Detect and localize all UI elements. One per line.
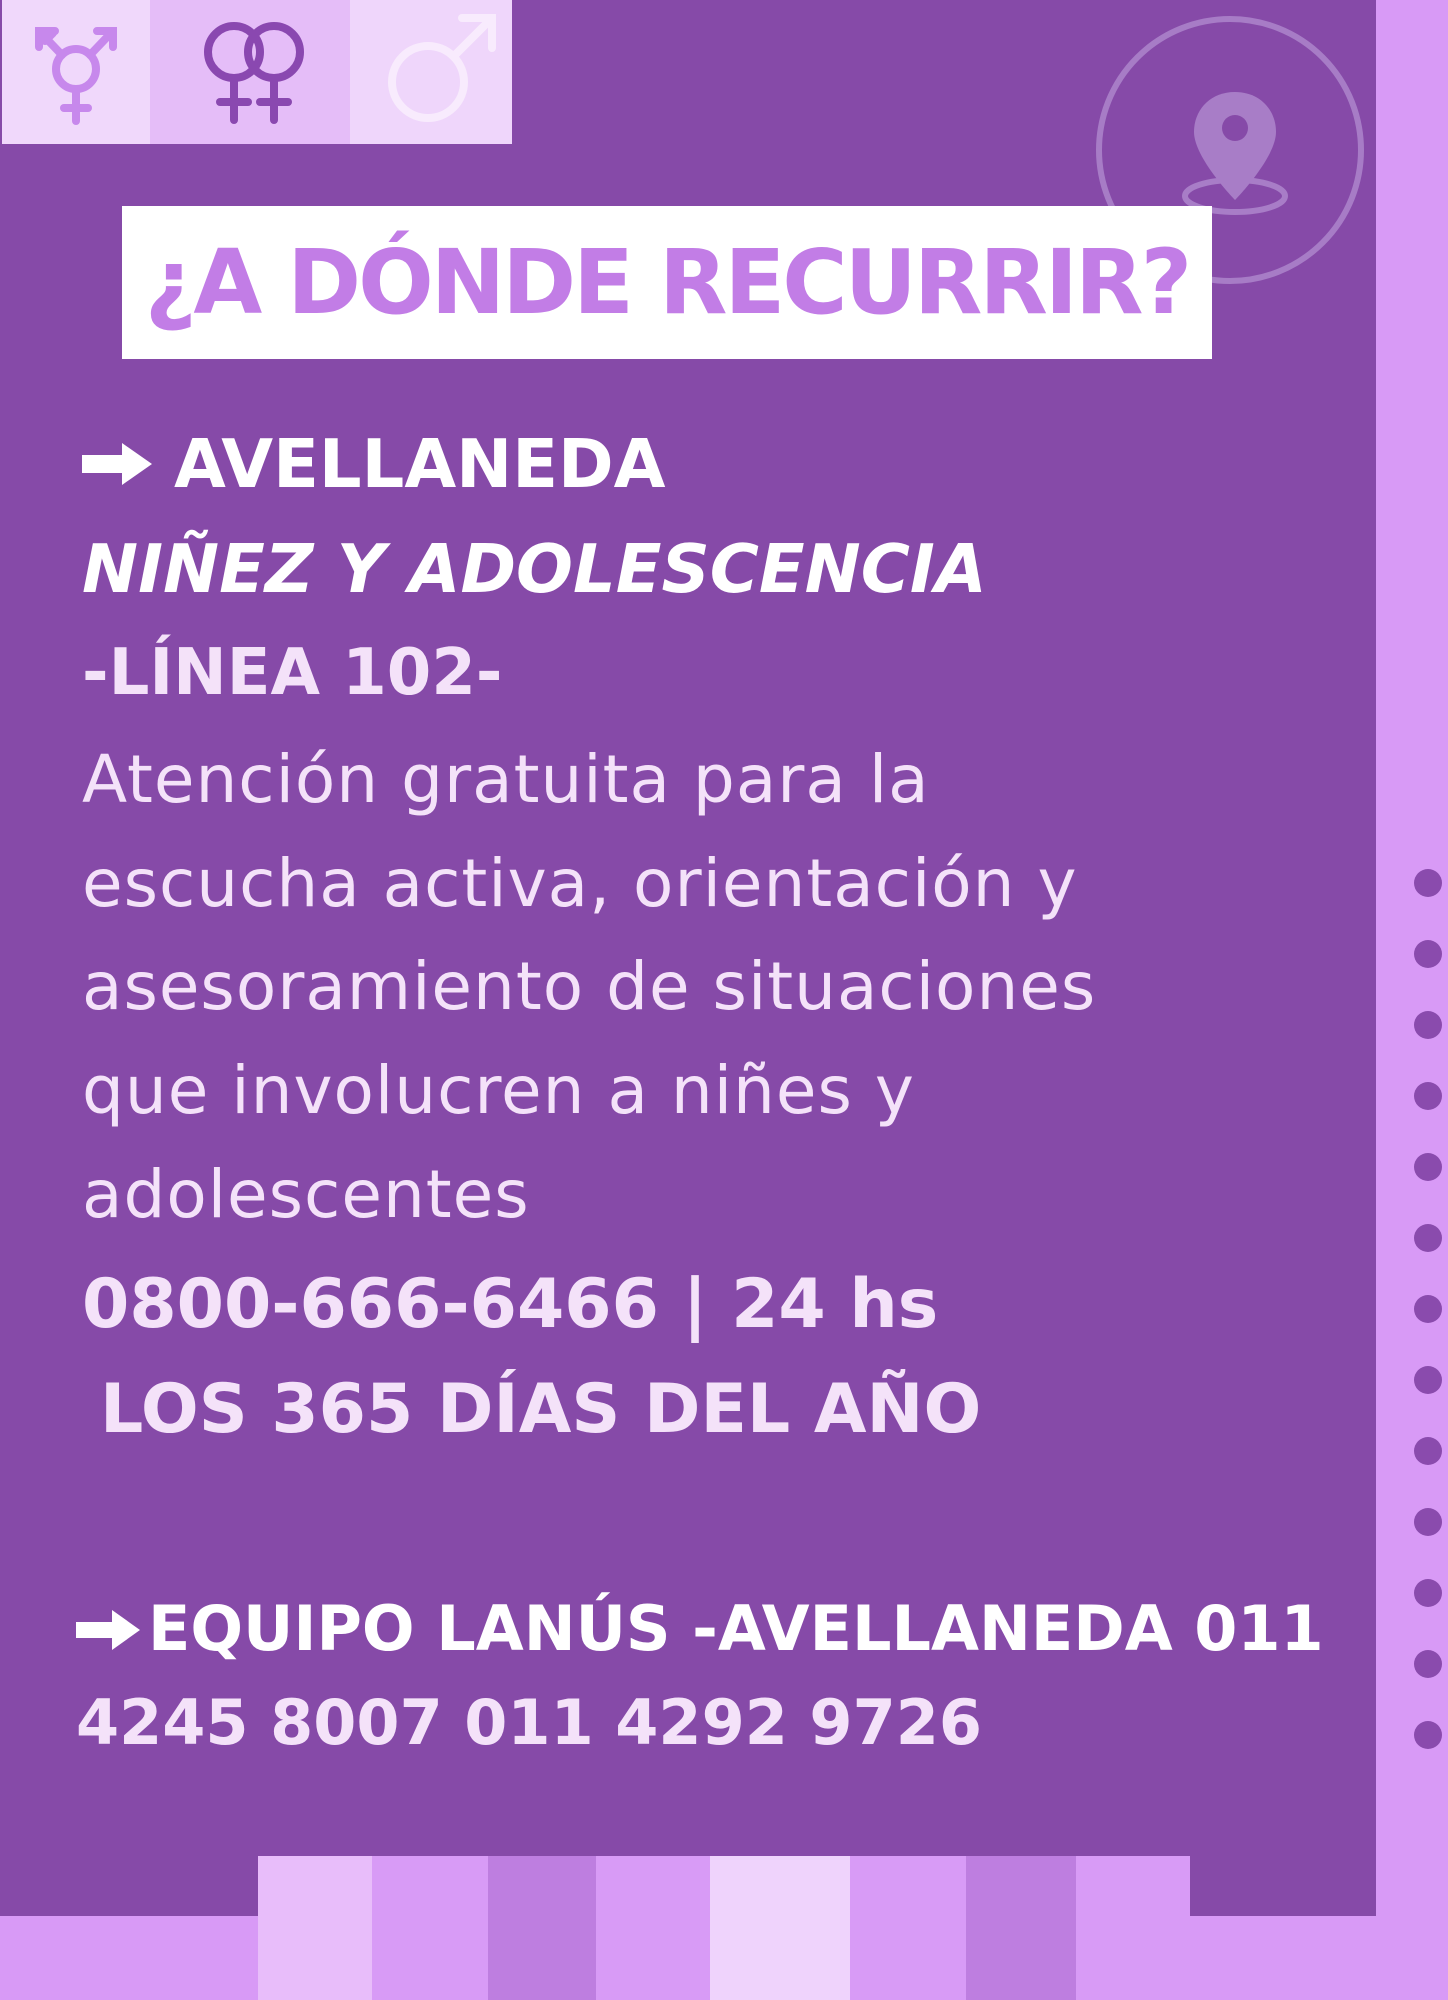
decor-dot	[1414, 1224, 1442, 1252]
decor-block	[372, 1856, 488, 2000]
team-title: EQUIPO LANÚS -AVELLANEDA 011	[148, 1592, 1324, 1665]
decor-block	[710, 1856, 850, 2000]
description-line-1: Atención gratuita para la	[82, 741, 930, 818]
team-heading	[76, 1592, 1324, 1665]
symbol-tile-female	[150, 0, 350, 144]
decor-dot	[1414, 1366, 1442, 1394]
location-pin-icon	[1180, 88, 1290, 218]
decor-dot	[1414, 1295, 1442, 1323]
decor-dot	[1414, 1437, 1442, 1465]
right-arrow-icon	[76, 1608, 142, 1652]
right-arrow-icon	[82, 441, 154, 487]
double-female-symbol-icon	[190, 12, 320, 128]
description-line-5: adolescentes	[82, 1156, 530, 1233]
transgender-symbol-icon	[21, 17, 131, 127]
decor-block	[596, 1856, 710, 2000]
decor-dot	[1414, 869, 1442, 897]
heading-box	[122, 206, 1212, 359]
service-line: -LÍNEA 102-	[82, 636, 503, 710]
page-title: ¿A DÓNDE RECURRIR?	[144, 230, 1190, 334]
section-city-heading	[82, 425, 665, 503]
symbol-tile-trans	[2, 0, 150, 144]
decor-dot	[1414, 1508, 1442, 1536]
decor-block	[850, 1856, 966, 2000]
decor-dot	[1414, 1650, 1442, 1678]
decor-dot	[1414, 1082, 1442, 1110]
description-line-2: escucha activa, orientación y	[82, 845, 1078, 922]
decor-dot	[1414, 940, 1442, 968]
city-label: AVELLANEDA	[174, 425, 666, 503]
symbol-tile-male	[350, 0, 512, 144]
description-line-4: que involucren a niñes y	[82, 1052, 915, 1129]
decor-dot	[1414, 1721, 1442, 1749]
team-phones: 4245 8007 011 4292 9726	[76, 1686, 982, 1759]
decor-block	[1076, 1856, 1190, 2000]
decor-dot	[1414, 1153, 1442, 1181]
decor-block	[966, 1856, 1076, 2000]
decor-dot	[1414, 1011, 1442, 1039]
service-subtitle: NIÑEZ Y ADOLESCENCIA	[82, 530, 987, 608]
decor-block	[488, 1856, 596, 2000]
male-symbol-icon	[382, 10, 502, 130]
decor-block	[258, 1856, 372, 2000]
description-line-3: asesoramiento de situaciones	[82, 948, 1097, 1025]
side-strip	[1376, 0, 1448, 2000]
decor-dot	[1414, 1579, 1442, 1607]
phone-number: 0800-666-6466 | 24 hs	[82, 1265, 939, 1344]
availability-text: LOS 365 DÍAS DEL AÑO	[100, 1370, 982, 1449]
